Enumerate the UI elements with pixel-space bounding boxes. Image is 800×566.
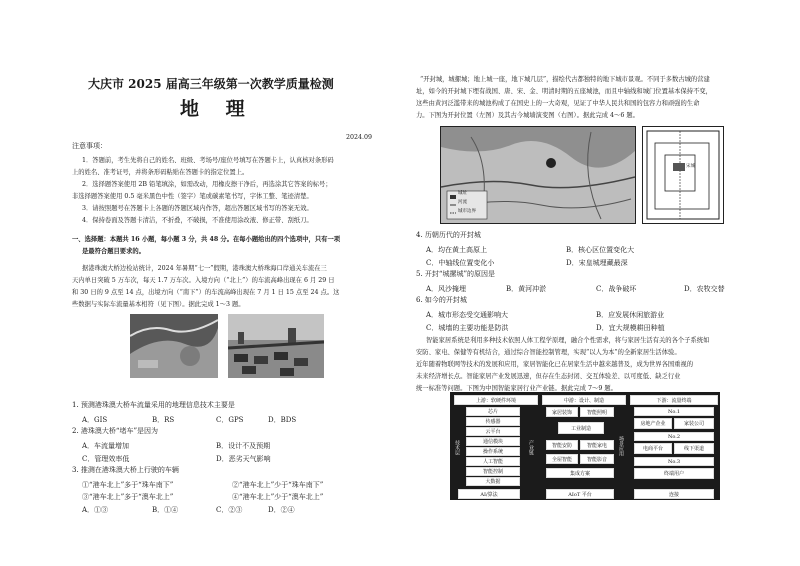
left-box: 传感器 — [466, 417, 520, 426]
passage-line: 据港珠澳大桥边检站统计，2024 年暑期“七一”假期，港珠澳大桥珠海口岸通关车流在三 — [82, 265, 327, 272]
q3-option-c[interactable]: C．②③ — [216, 506, 243, 514]
notice-line: 2．选择题答案使用 2B 铅笔填涂，如需改动，用橡皮擦干净后，再选涂其它答案的标号； — [82, 181, 332, 188]
right-box: 电商平台 — [634, 443, 672, 454]
mid-box: 智能照明 — [580, 407, 614, 417]
passage2-line: 未来经济增长点。智能家居产业发展迅速，但存在生态封闭、交互体验差、以可度低、缺乏行业 — [416, 373, 681, 380]
left-box: 大数据 — [466, 477, 520, 486]
question-4: 4. 历朝历代的开封城 — [416, 231, 481, 239]
legend-city: 城址 — [458, 191, 467, 196]
notice-line: 3．请按照题号在答题卡上各题的答题区域内作答，超出答题区域书写的答案无效。 — [82, 205, 313, 212]
mid-box: 智能影音 — [580, 454, 614, 464]
subject-title: 地 理 — [180, 98, 255, 120]
q3-statement-2: ②“港车北上”少于“珠车南下” — [232, 481, 324, 489]
passage2-line: 统一标准等问题。下图为中国智能家居行业产业链。据此完成 7～9 题。 — [416, 385, 617, 392]
mid-box: 全屋智能 — [546, 454, 578, 464]
notice-heading: 注意事项： — [72, 142, 107, 150]
question-6: 6. 如今的开封城 — [416, 296, 467, 304]
exam-date: 2024.09 — [346, 134, 373, 141]
question-3: 3. 推测在港珠澳大桥上行驶的车辆 — [72, 466, 179, 474]
header-midstream: 中游：设计、制造 — [542, 395, 626, 405]
q3-statement-3: ③“港车北上”多于“澳车北上” — [82, 493, 174, 501]
industry-chain-diagram — [450, 392, 720, 500]
q6-option-d[interactable]: D．宜大规模耕田种植 — [596, 324, 665, 332]
right-box: 终端用户 — [634, 468, 714, 479]
app-label: 场景应用 — [618, 436, 624, 456]
notice-line: 非选择题答案使用 0.5 毫米黑色中性（签字）笔或碳素笔书写，字体工整、笔迹清楚。 — [72, 193, 313, 200]
q6-option-a[interactable]: A．城市形态受交通影响大 — [426, 311, 509, 319]
intro-line: 力。下图为开封位置（左图）及其古今城墙演变图（右图）。据此完成 4～6 题。 — [416, 112, 639, 119]
q3-option-b[interactable]: B．①④ — [152, 506, 179, 514]
q3-statement-4: ④“港车北上”少于“澳车北上” — [232, 493, 324, 501]
song-city-label: 宋城 — [686, 164, 695, 169]
right-box: No.1 — [634, 407, 714, 416]
q5-option-b[interactable]: B．黄河冲淤 — [506, 285, 547, 293]
mid-box: 集成方案 — [546, 468, 614, 478]
q2-option-b[interactable]: B．设计不及预期 — [216, 442, 271, 450]
left-box: 智能控制 — [466, 467, 520, 476]
q2-option-d[interactable]: D．恶劣天气影响 — [216, 455, 271, 463]
q3-option-d[interactable]: D．②④ — [268, 506, 295, 514]
q6-option-c[interactable]: C．城墙的主要功能是防洪 — [426, 324, 509, 332]
q1-option-b[interactable]: B．RS — [152, 416, 175, 424]
mid-box: 工业制造 — [558, 422, 604, 434]
left-box: 操作系统 — [466, 447, 520, 456]
passage2-line: 智能家居系统是利用多种技术依照人体工程学原理，融合个性需求，将与家居生活有关的各个子系统如 — [426, 337, 710, 344]
notice-line: 上的姓名、准考证号，并将条形码粘贴在答题卡的指定位置上。 — [72, 169, 249, 176]
q1-option-a[interactable]: A．GIS — [82, 416, 108, 424]
passage-line: 些数据与实际车流量基本相符（见下图）。据此完成 1～3 题。 — [72, 301, 245, 308]
right-box: 线下渠道 — [674, 443, 714, 454]
legend-boundary: 城市边界 — [458, 209, 476, 214]
q4-option-b[interactable]: B．核心区位置变化大 — [566, 246, 635, 254]
footer-box: AI/算法 — [458, 489, 520, 499]
city-wall-evolution-map — [642, 126, 724, 224]
section-heading: 一、选择题：本题共 16 小题，每小题 3 分，共 48 分。在每小题给出的四个选项中，只有一项 — [72, 236, 341, 243]
q5-option-c[interactable]: C．战争破坏 — [596, 285, 637, 293]
right-box: 家装公司 — [674, 418, 714, 429]
right-page — [400, 0, 800, 566]
right-box: No.3 — [634, 457, 714, 466]
passage2-line: 近年随着物联网等技术的发展和应用，家居智能化已在居家生活中越来越普及，成为世界各国重视的 — [416, 361, 694, 368]
question-1: 1. 预测港珠澳大桥车流量采用的地理信息技术主要是 — [72, 401, 235, 409]
q3-option-a[interactable]: A．①③ — [82, 506, 109, 514]
q4-option-c[interactable]: C．中轴线位置变化小 — [426, 259, 495, 267]
footer-box: 连接 — [634, 489, 714, 499]
question-5: 5. 开封“城摞城”的原因是 — [416, 270, 496, 278]
q4-option-d[interactable]: D．宋皇城埋藏最深 — [566, 259, 628, 267]
passage-line: 天内单日突破 5 万车次，每天 1.7 万车次。入境方向（“北上”）的车流高峰出现在 6 月 29 日 — [72, 277, 335, 284]
intro-line: 址，如今的开封城下埋有战国、唐、宋、金、明清时期的五座城池，而且中轴线和城门位置基本保持不变， — [416, 88, 712, 95]
left-box: 通信模块 — [466, 437, 520, 446]
traffic-jam-photo — [228, 314, 324, 378]
left-box: 人工智能 — [466, 457, 520, 466]
passage-line: 和 30 日的 9 点至 14 点，出境方向（“南下”）的车流高峰出现在 7 月 1 日 15 点至 24 点。这 — [72, 289, 340, 296]
q6-option-b[interactable]: B．应发展休闲旅游业 — [596, 311, 665, 319]
section-heading-cont: 是最符合题目要求的。 — [82, 248, 145, 255]
notice-line: 1．答题前，考生先将自己的姓名、班级、考场号/座位号填写在答题卡上，认真核对条形码 — [82, 157, 334, 164]
q4-option-a[interactable]: A．均在黄土高原上 — [426, 246, 488, 254]
notice-line: 4．保持卷面及答题卡清洁，不折叠，不破损，不准使用涂改液、修正带、刮纸刀。 — [82, 217, 313, 224]
header-upstream: 上游：软硬件环境 — [454, 395, 538, 405]
left-box: 云平台 — [466, 427, 520, 436]
legend-river: 河流 — [458, 200, 467, 205]
q3-statement-1: ①“港车北上”多于“珠车南下” — [82, 481, 174, 489]
q2-option-c[interactable]: C．管理效率低 — [82, 455, 130, 463]
right-box: 房地产企业 — [634, 418, 672, 429]
intro-line: “开封城，城摞城；地上城一座，地下城几层”，描绘代古都独特的地下城市景观。不同于多数古城的营建 — [420, 76, 710, 83]
mid-box: 智能安防 — [546, 440, 578, 450]
intro-line: 这些由黄河泛滥带来的城池构成了在国史上的一大奇观，见证了中华人民共和国的包容力和顽强的生命 — [416, 100, 700, 107]
tech-layer-label: 技术层 — [454, 440, 460, 455]
footer-box: AIoT 平台 — [546, 489, 614, 499]
left-box: 芯片 — [466, 407, 520, 416]
right-box: No.2 — [634, 432, 714, 441]
chain-label: 产业链 — [528, 440, 534, 455]
question-2: 2. 港珠澳大桥“堵车”是因为 — [72, 427, 159, 435]
bridge-aerial-photo — [130, 314, 218, 378]
q5-option-d[interactable]: D．农牧交替 — [684, 285, 725, 293]
q1-option-c[interactable]: C．GPS — [216, 416, 244, 424]
q2-option-a[interactable]: A．车流量增加 — [82, 442, 130, 450]
mid-box: 家居装饰 — [546, 407, 578, 417]
q1-option-d[interactable]: D．BDS — [268, 416, 297, 424]
exam-title: 大庆市 2025 届高三年级第一次教学质量检测 — [88, 77, 334, 91]
mid-box: 智能家电 — [580, 440, 614, 450]
passage2-line: 安防、家电、保健等有机结合，通过综合智能控制管理，实现“以人为本”的全新家居生活体验。 — [416, 349, 681, 356]
header-downstream: 下游：流量终端 — [630, 395, 718, 405]
q5-option-a[interactable]: A．风沙掩埋 — [426, 285, 467, 293]
